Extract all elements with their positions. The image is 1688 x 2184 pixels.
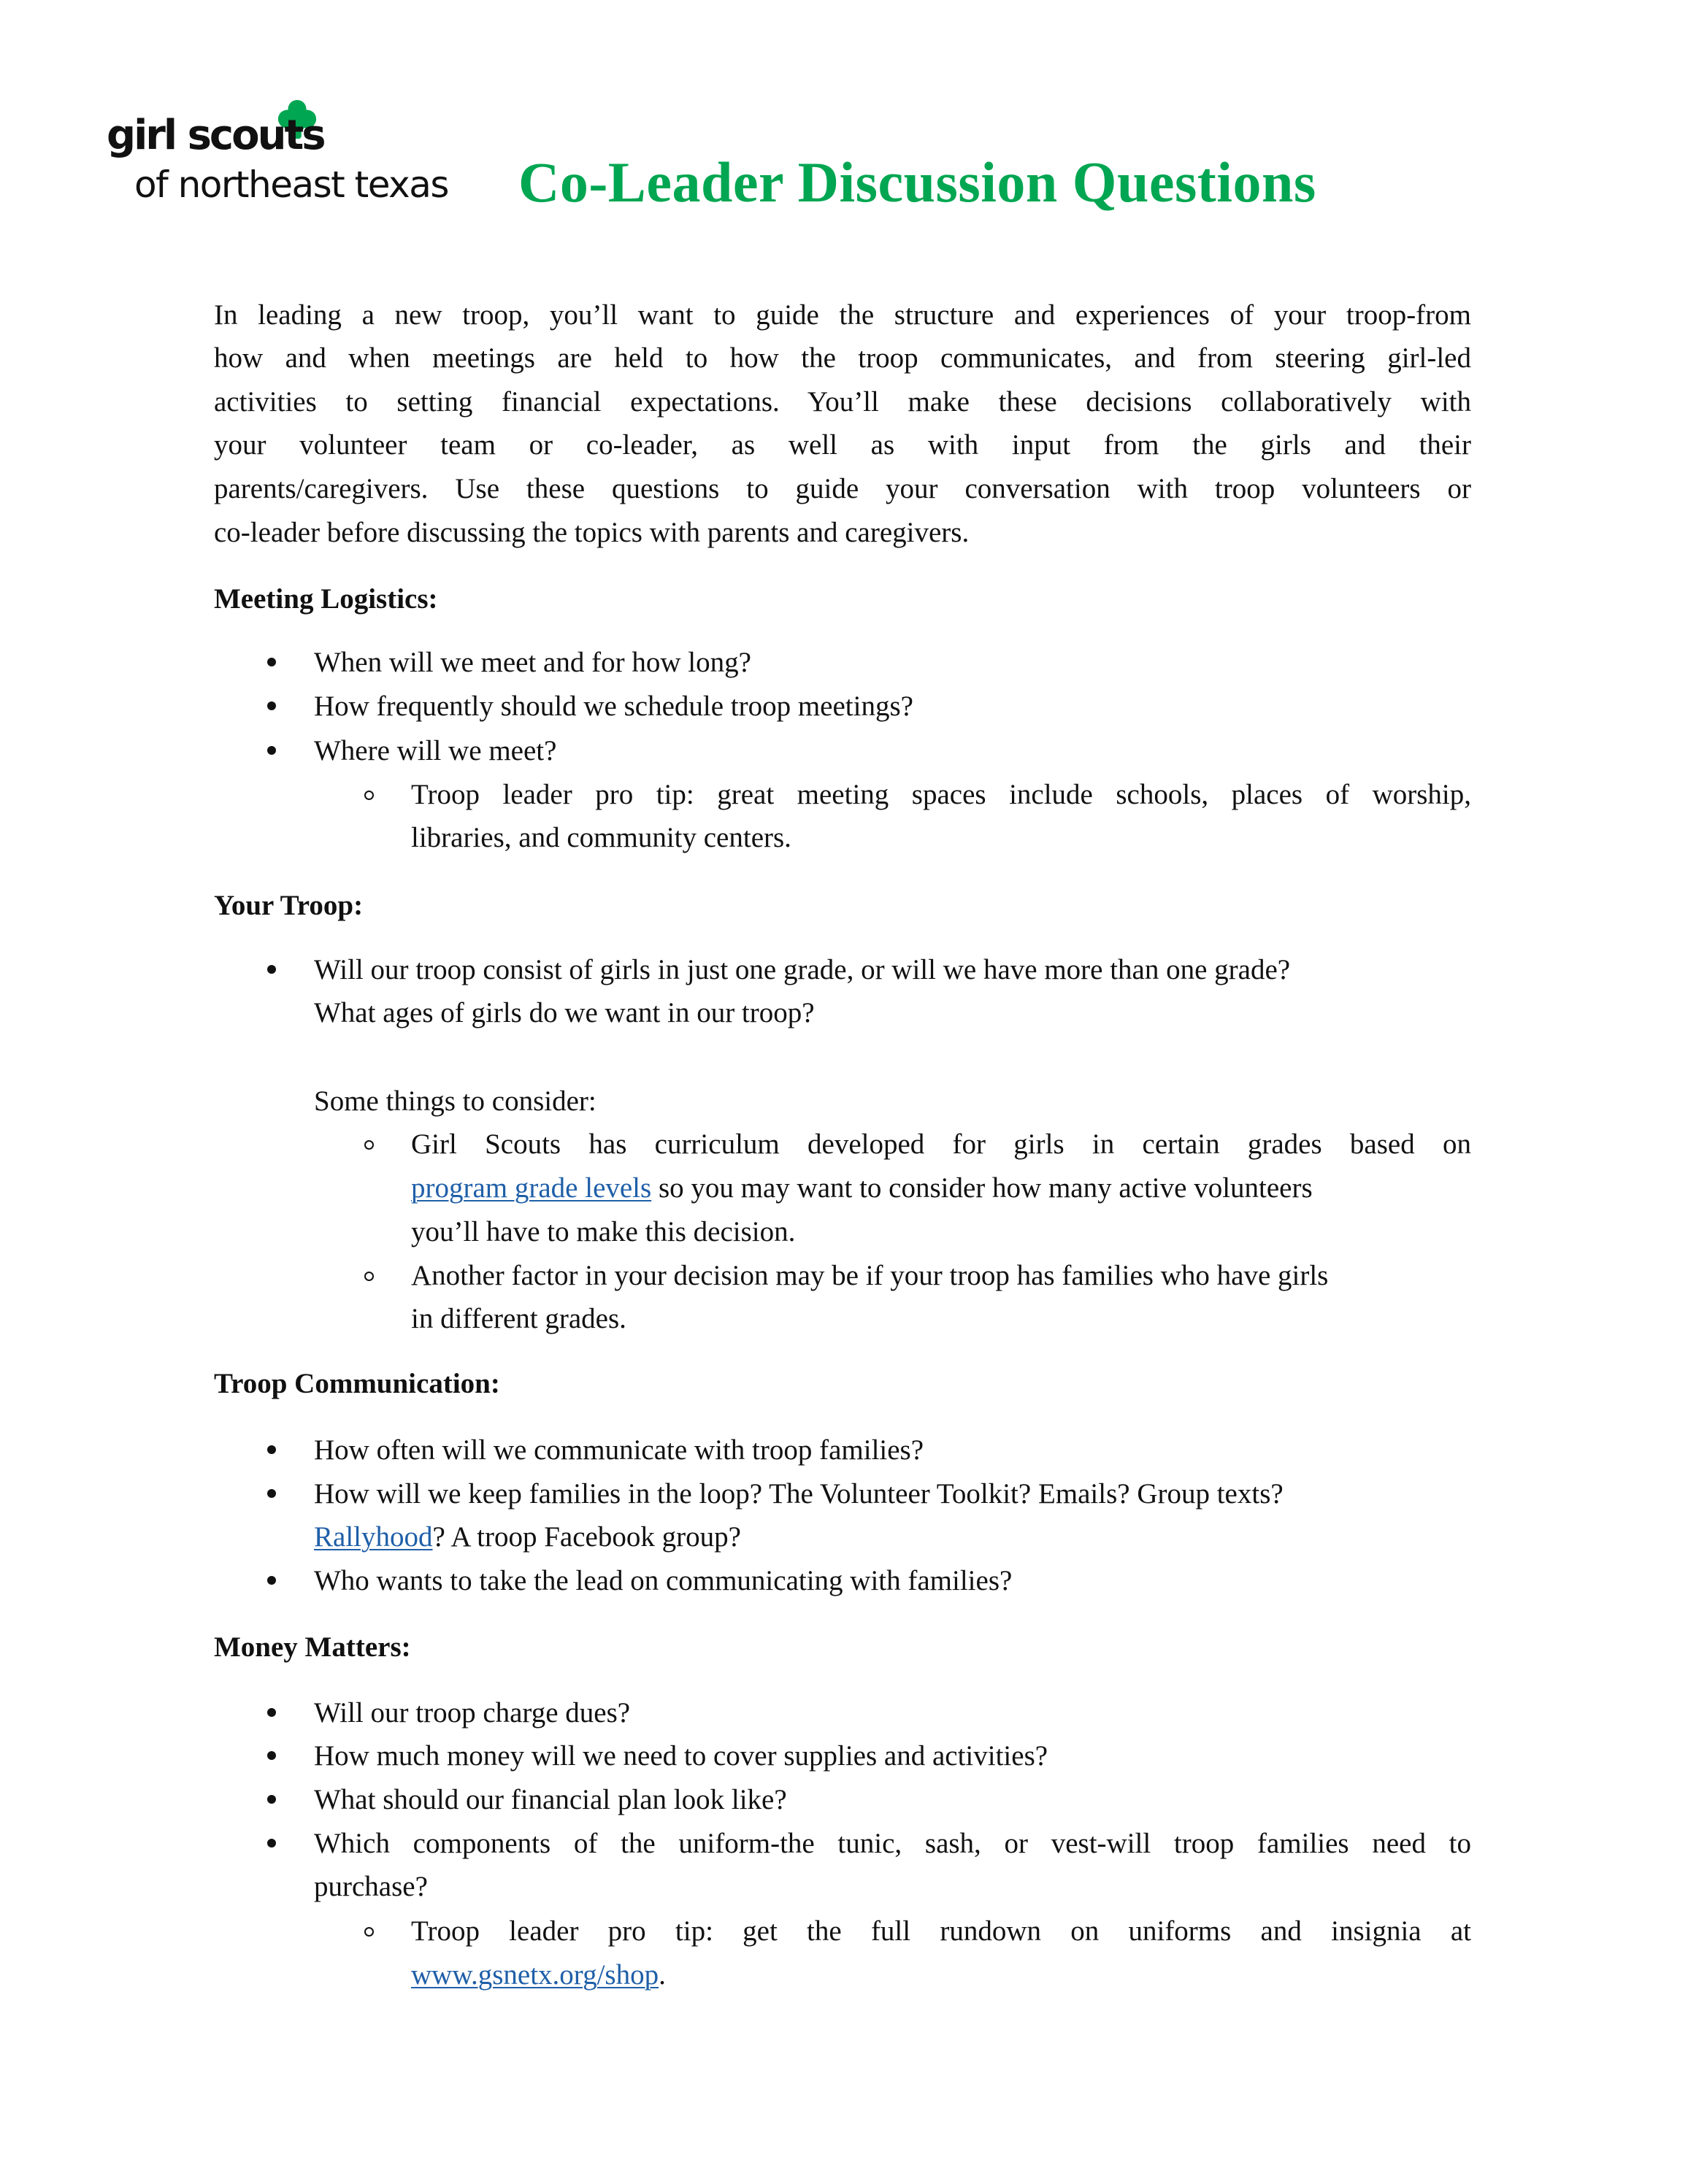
bullet-icon	[267, 1576, 276, 1585]
bullet-icon	[267, 1445, 276, 1454]
list-subitem: Girl Scouts has curriculum developed for girls in certain grades based on	[411, 1128, 1471, 1160]
list-item: What should our financial plan look like?	[314, 1784, 787, 1815]
list-item: How much money will we need to cover supplies and activities?	[314, 1740, 1048, 1772]
logo-council-name: of northeast texas	[134, 164, 448, 206]
intro-line: parents/caregivers. Use these questions to guide your conversation with troop volunteers or	[214, 473, 1471, 504]
text-after-link: .	[659, 1959, 666, 1991]
list-item: How often will we communicate with troop families?	[314, 1434, 924, 1466]
intro-line: your volunteer team or co-leader, as well as with input from the girls and their	[214, 429, 1471, 461]
list-subitem-continued: you’ll have to make this decision.	[411, 1216, 796, 1247]
text-after-link: ? A troop Facebook group?	[432, 1521, 741, 1553]
intro-line: In leading a new troop, you’ll want to guide the structure and experiences of your troop-from	[214, 299, 1471, 331]
bullet-icon	[267, 1751, 276, 1760]
rallyhood-link[interactable]: Rallyhood	[314, 1521, 433, 1553]
intro-line: activities to setting financial expectations. You’ll make these decisions collaboratively with	[214, 386, 1471, 418]
list-item: How will we keep families in the loop? The Volunteer Toolkit? Emails? Group texts?	[314, 1478, 1284, 1510]
list-item: Will our troop consist of girls in just one grade, or will we have more than one grade?	[314, 954, 1291, 985]
bullet-icon	[267, 965, 276, 974]
page-title: Co-Leader Discussion Questions	[518, 150, 1316, 214]
bullet-icon	[267, 1839, 276, 1847]
section-heading-money-matters: Money Matters:	[214, 1631, 411, 1663]
list-item: Where will we meet?	[314, 735, 557, 766]
list-subitem: Troop leader pro tip: get the full rundown on uniforms and insignia at	[411, 1915, 1471, 1947]
gsnetx-shop-link[interactable]: www.gsnetx.org/shop	[411, 1959, 659, 1991]
list-subitem-continued: in different grades.	[411, 1303, 626, 1334]
list-item-continued: purchase?	[314, 1871, 428, 1902]
list-item: Which components of the uniform-the tunic, sash, or vest-will troop families need to	[314, 1828, 1471, 1859]
bullet-icon	[267, 1489, 276, 1498]
bullet-icon	[267, 746, 276, 755]
list-item: How frequently should we schedule troop meetings?	[314, 691, 913, 722]
girl-scouts-logo	[107, 93, 450, 218]
consider-label: Some things to consider:	[314, 1085, 596, 1117]
list-subitem: Troop leader pro tip: great meeting spaces include schools, places of worship,	[411, 779, 1471, 810]
list-item: When will we meet and for how long?	[314, 647, 751, 678]
list-item: Will our troop charge dues?	[314, 1697, 631, 1729]
list-subitem-continued	[411, 1166, 1313, 1210]
list-subitem: Another factor in your decision may be if your troop has families who have girls	[411, 1260, 1329, 1291]
text-after-link: so you may want to consider how many active volunteers	[651, 1172, 1313, 1204]
logo-wordmark: girl scouts	[107, 112, 324, 159]
sub-bullet-icon	[364, 791, 374, 800]
intro-line: how and when meetings are held to how the troop communicates, and from steering girl-led	[214, 342, 1471, 374]
bullet-icon	[267, 1795, 276, 1804]
sub-bullet-icon	[364, 1927, 374, 1937]
list-subitem-continued	[411, 1953, 666, 1997]
list-item-continued	[314, 1515, 741, 1559]
list-item: Who wants to take the lead on communicating with families?	[314, 1565, 1013, 1596]
bullet-icon	[267, 701, 276, 710]
section-heading-your-troop: Your Troop:	[214, 890, 364, 921]
section-heading-meeting-logistics: Meeting Logistics:	[214, 583, 438, 615]
program-grade-levels-link[interactable]: program grade levels	[411, 1172, 652, 1204]
list-item-continued: What ages of girls do we want in our troop?	[314, 997, 815, 1028]
intro-line: co-leader before discussing the topics with parents and caregivers.	[214, 517, 970, 548]
bullet-icon	[267, 658, 276, 666]
sub-bullet-icon	[364, 1272, 374, 1281]
section-heading-troop-communication: Troop Communication:	[214, 1368, 500, 1399]
bullet-icon	[267, 1708, 276, 1717]
sub-bullet-icon	[364, 1140, 374, 1150]
list-subitem-continued: libraries, and community centers.	[411, 822, 791, 853]
